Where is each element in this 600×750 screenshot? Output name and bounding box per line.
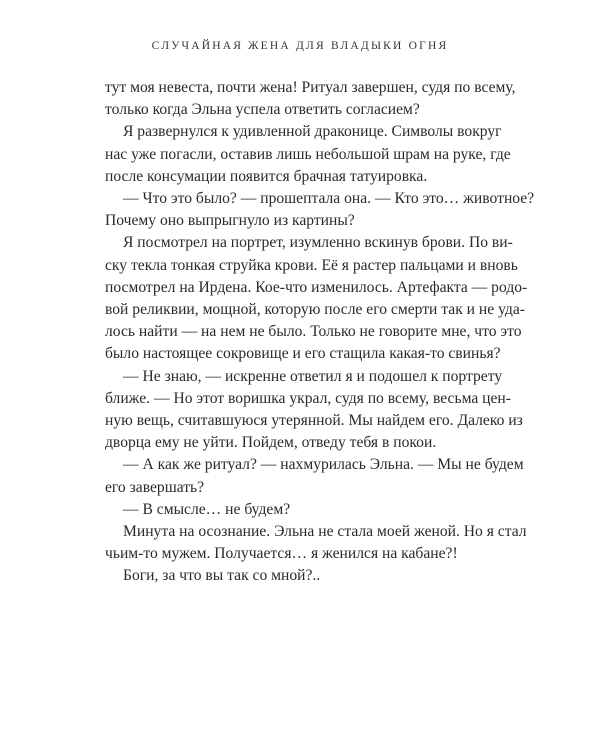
text-line: дворца ему не уйти. Пойдем, отведу тебя в покои.: [105, 434, 437, 452]
paragraph: [105, 121, 511, 188]
text-line: Минута на осознание. Эльна не стала моей женой. Но я стал: [123, 523, 527, 541]
text-line: чьим-то мужем. Получается… я женился на кабане?!: [105, 545, 458, 563]
text-line: Боги, за что вы так со мной?..: [123, 567, 321, 585]
text-line: — А как же ритуал? — нахмурилась Эльна. — Мы не будем: [123, 456, 524, 474]
text-line: лось найти — на нем не было. Только не говорите мне, что это: [105, 323, 522, 341]
text-line: вой реликвии, мощной, которую после его смерти так и не уда-: [105, 301, 525, 319]
text-line: Я посмотрел на портрет, изумленно вскинув брови. По ви-: [123, 234, 513, 252]
text-line: ную вещь, считавшуюся утерянной. Мы найдем его. Далеко из: [105, 412, 523, 430]
paragraph: [105, 521, 527, 565]
paragraph: [105, 232, 528, 365]
text-line: — Что это было? — прошептала она. — Кто это… животное?: [123, 190, 535, 208]
text-line: только когда Эльна успела ответить согласием?: [105, 101, 420, 119]
text-line: нас уже погасли, оставив лишь небольшой шрам на руке, где: [105, 145, 511, 163]
paragraph: [105, 565, 492, 587]
paragraph: [105, 188, 535, 232]
text-line: Почему оно выпрыгнуло из картины?: [105, 212, 355, 230]
text-line: было настоящее сокровище и его стащила какая-то свинья?: [105, 345, 501, 363]
body-text: [105, 77, 535, 588]
paragraph: [105, 366, 523, 455]
text-line: посмотрел на Ирдена. Кое-что изменилось. Артефакта — родо-: [105, 278, 528, 296]
text-line: — Не знаю, — искренне ответил я и подошел к портрету: [123, 367, 503, 385]
text-line: — В смысле… не будем?: [123, 500, 291, 518]
paragraph: [105, 77, 516, 121]
text-line: тут моя невеста, почти жена! Ритуал завершен, судя по всему,: [105, 79, 516, 96]
paragraph: [105, 454, 524, 498]
text-line: Я развернулся к удивленной драконице. Символы вокруг: [123, 123, 502, 141]
text-line: ску текла тонкая струйка крови. Её я растер пальцами и вновь: [105, 256, 518, 274]
paragraph: [105, 499, 492, 521]
text-line: ближе. — Но этот воришка украл, судя по всему, весьма цен-: [105, 389, 511, 407]
text-line: его завершать?: [105, 478, 205, 496]
text-line: после консумации появится брачная татуировка.: [105, 167, 428, 185]
running-head: СЛУЧАЙНАЯ ЖЕНА ДЛЯ ВЛАДЫКИ ОГНЯ: [151, 40, 449, 52]
